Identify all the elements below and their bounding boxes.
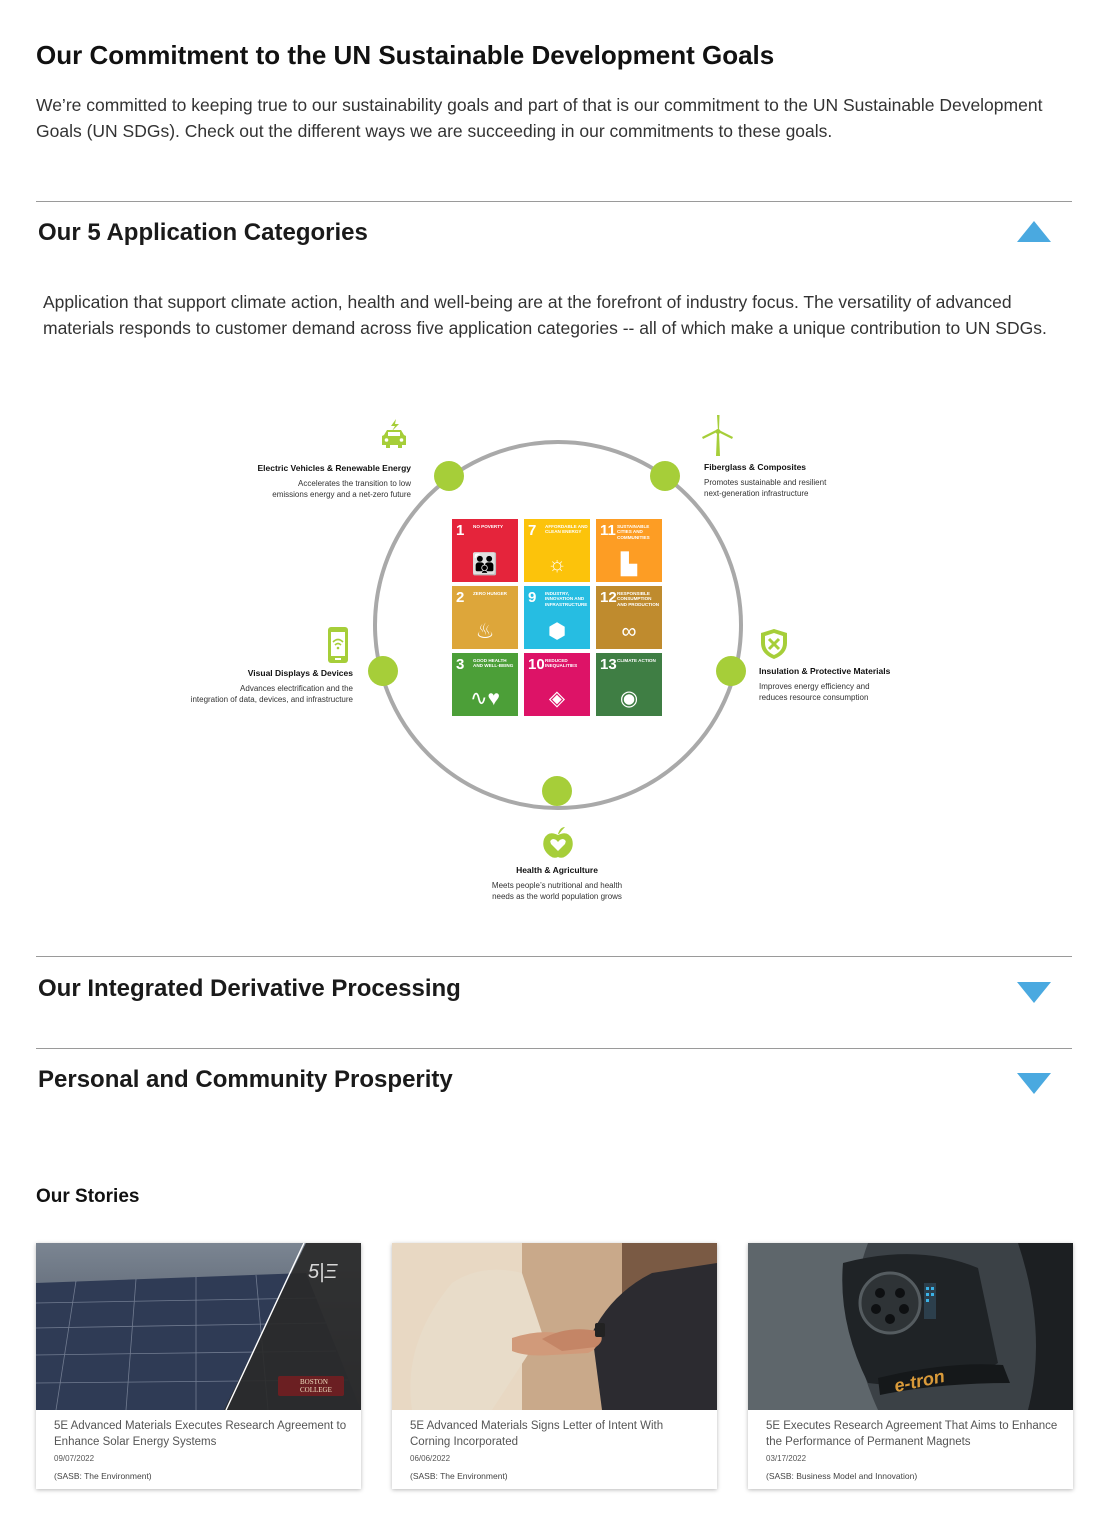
sdg-tile-9 — [524, 586, 590, 649]
story-date: 09/07/2022 — [54, 1454, 95, 1463]
story-headline[interactable]: 5E Advanced Materials Signs Letter of Intent With Corning Incorporated — [410, 1420, 664, 1448]
accordion-title-derivative-processing[interactable]: Our Integrated Derivative Processing — [38, 975, 461, 1002]
sdg-name: ZERO HUNGER — [473, 591, 507, 596]
node-electric-vehicles — [434, 461, 464, 491]
sdg-name: NO POVERTY — [473, 524, 504, 529]
sdg-name: GOOD HEALTH AND WELL-BEING — [473, 658, 514, 669]
story-card[interactable] — [392, 1243, 717, 1489]
sdg-tile-13 — [596, 653, 662, 716]
apple-icon — [540, 825, 576, 861]
category-title: Electric Vehicles & Renewable Energy — [257, 463, 411, 473]
story-tag: (SASB: The Environment) — [54, 1471, 152, 1481]
category-desc: Accelerates the transition to low — [298, 479, 411, 488]
family-icon: 👪 — [471, 553, 499, 576]
page-title: Our Commitment to the UN Sustainable Development Goals — [36, 40, 775, 70]
sdg-name: REDUCED INEQUALITIES — [545, 658, 578, 669]
sdg-name: AFFORDABLE AND CLEAN ENERGY — [545, 524, 588, 535]
heartbeat-icon: ∿♥ — [469, 687, 501, 710]
cubes-icon: ⬢ — [547, 620, 567, 643]
category-desc: integration of data, devices, and infrastructure — [190, 695, 353, 704]
category-desc: Improves energy efficiency and — [759, 682, 870, 691]
sun-icon: ☼ — [547, 553, 567, 576]
category-title: Health & Agriculture — [516, 865, 598, 875]
sdg-name: SUSTAINABLE CITIES AND COMMUNITIES — [617, 524, 650, 540]
category-desc: needs as the world population grows — [492, 892, 622, 901]
earth-eye-icon: ◉ — [619, 687, 639, 710]
divider — [36, 201, 1072, 202]
sdg-number: 1 — [456, 522, 465, 539]
sdg-number: 10 — [528, 656, 545, 673]
story-image-solar-panels[interactable] — [36, 1243, 361, 1410]
sdg-name: RESPONSIBLE CONSUMPTION AND PRODUCTION — [617, 591, 660, 607]
sdg-grid — [452, 519, 662, 716]
city-icon: ▙ — [620, 553, 638, 576]
category-desc: reduces resource consumption — [759, 693, 869, 702]
category-desc: Promotes sustainable and resilient — [704, 478, 827, 487]
bowl-icon: ♨ — [475, 620, 495, 643]
sdg-number: 13 — [600, 656, 617, 673]
sdg-tile-2 — [452, 586, 518, 649]
stories-heading: Our Stories — [36, 1186, 140, 1207]
category-title: Visual Displays & Devices — [247, 668, 353, 678]
category-title: Fiberglass & Composites — [704, 462, 807, 472]
story-headline[interactable]: 5E Executes Research Agreement That Aims to Enhance the Performance of Permanent Magnets — [766, 1420, 1058, 1448]
category-title: Insulation & Protective Materials — [759, 666, 891, 676]
boston-college-logo: BOSTON COLLEGE — [300, 1378, 332, 1394]
story-card[interactable] — [36, 1243, 361, 1489]
equality-icon: ◈ — [548, 687, 566, 710]
accordion-body-text: Application that support climate action, health and well-being are at the forefront of industry focus. The versatility of advanced materials responds to customer demand across five application categories -- all of which make a unique contribution to UN SDGs. — [43, 292, 1047, 338]
sdg-number: 12 — [600, 589, 617, 606]
intro-text: We’re committed to keeping true to our sustainability goals and part of that is our commitment to the UN Sustainable Development Goals (UN SDGs). Check out the different ways we are succeeding in our commitments to these goals. — [36, 95, 1043, 141]
application-categories-diagram — [170, 405, 930, 915]
sdg-name: INDUSTRY, INNOVATION AND INFRASTRUCTURE — [545, 591, 588, 607]
shield-icon — [758, 627, 794, 663]
sdg-tile-1 — [452, 519, 518, 582]
wind-turbine-icon — [700, 413, 736, 449]
story-headline[interactable]: 5E Advanced Materials Executes Research Agreement to Enhance Solar Energy Systems — [54, 1420, 347, 1448]
sdg-number: 9 — [528, 589, 537, 606]
collapse-arrow-icon[interactable] — [1016, 220, 1052, 244]
node-health-agriculture — [542, 776, 572, 806]
node-visual-displays — [368, 656, 398, 686]
accordion-title-community-prosperity[interactable]: Personal and Community Prosperity — [38, 1066, 453, 1093]
category-desc: Advances electrification and the — [240, 684, 353, 693]
story-tag: (SASB: Business Model and Innovation) — [766, 1471, 918, 1481]
sdg-tile-3 — [452, 653, 518, 716]
story-image-handshake[interactable] — [392, 1243, 717, 1410]
node-fiberglass — [650, 461, 680, 491]
infinity-icon: ∞ — [621, 620, 637, 643]
sdg-tile-7 — [524, 519, 590, 582]
category-desc: emissions energy and a net-zero future — [272, 490, 411, 499]
category-desc: next-generation infrastructure — [704, 489, 809, 498]
accordion-title-application-categories[interactable]: Our 5 Application Categories — [38, 219, 368, 246]
divider — [36, 956, 1072, 957]
story-card[interactable] — [748, 1243, 1073, 1489]
sdg-name: CLIMATE ACTION — [617, 658, 656, 663]
sdg-tile-10 — [524, 653, 590, 716]
sdg-number: 7 — [528, 522, 537, 539]
story-image-ev-charging-port[interactable] — [748, 1243, 1073, 1410]
sdg-number: 3 — [456, 656, 465, 673]
smartphone-icon — [325, 625, 361, 661]
sdg-tile-11 — [596, 519, 662, 582]
category-desc: Meets people’s nutritional and health — [491, 881, 623, 890]
electric-car-icon — [376, 417, 412, 453]
divider — [36, 1048, 1072, 1049]
story-tag: (SASB: The Environment) — [410, 1471, 508, 1481]
story-date: 03/17/2022 — [766, 1454, 807, 1463]
sdg-number: 11 — [600, 522, 616, 539]
story-date: 06/06/2022 — [410, 1454, 451, 1463]
node-insulation — [716, 656, 746, 686]
sdg-tile-12 — [596, 586, 662, 649]
expand-arrow-icon[interactable] — [1016, 980, 1052, 1004]
company-logo: 5|Ξ — [308, 1261, 338, 1283]
expand-arrow-icon[interactable] — [1016, 1071, 1052, 1095]
sdg-number: 2 — [456, 589, 465, 606]
etron-badge: e-tron — [892, 1365, 947, 1397]
